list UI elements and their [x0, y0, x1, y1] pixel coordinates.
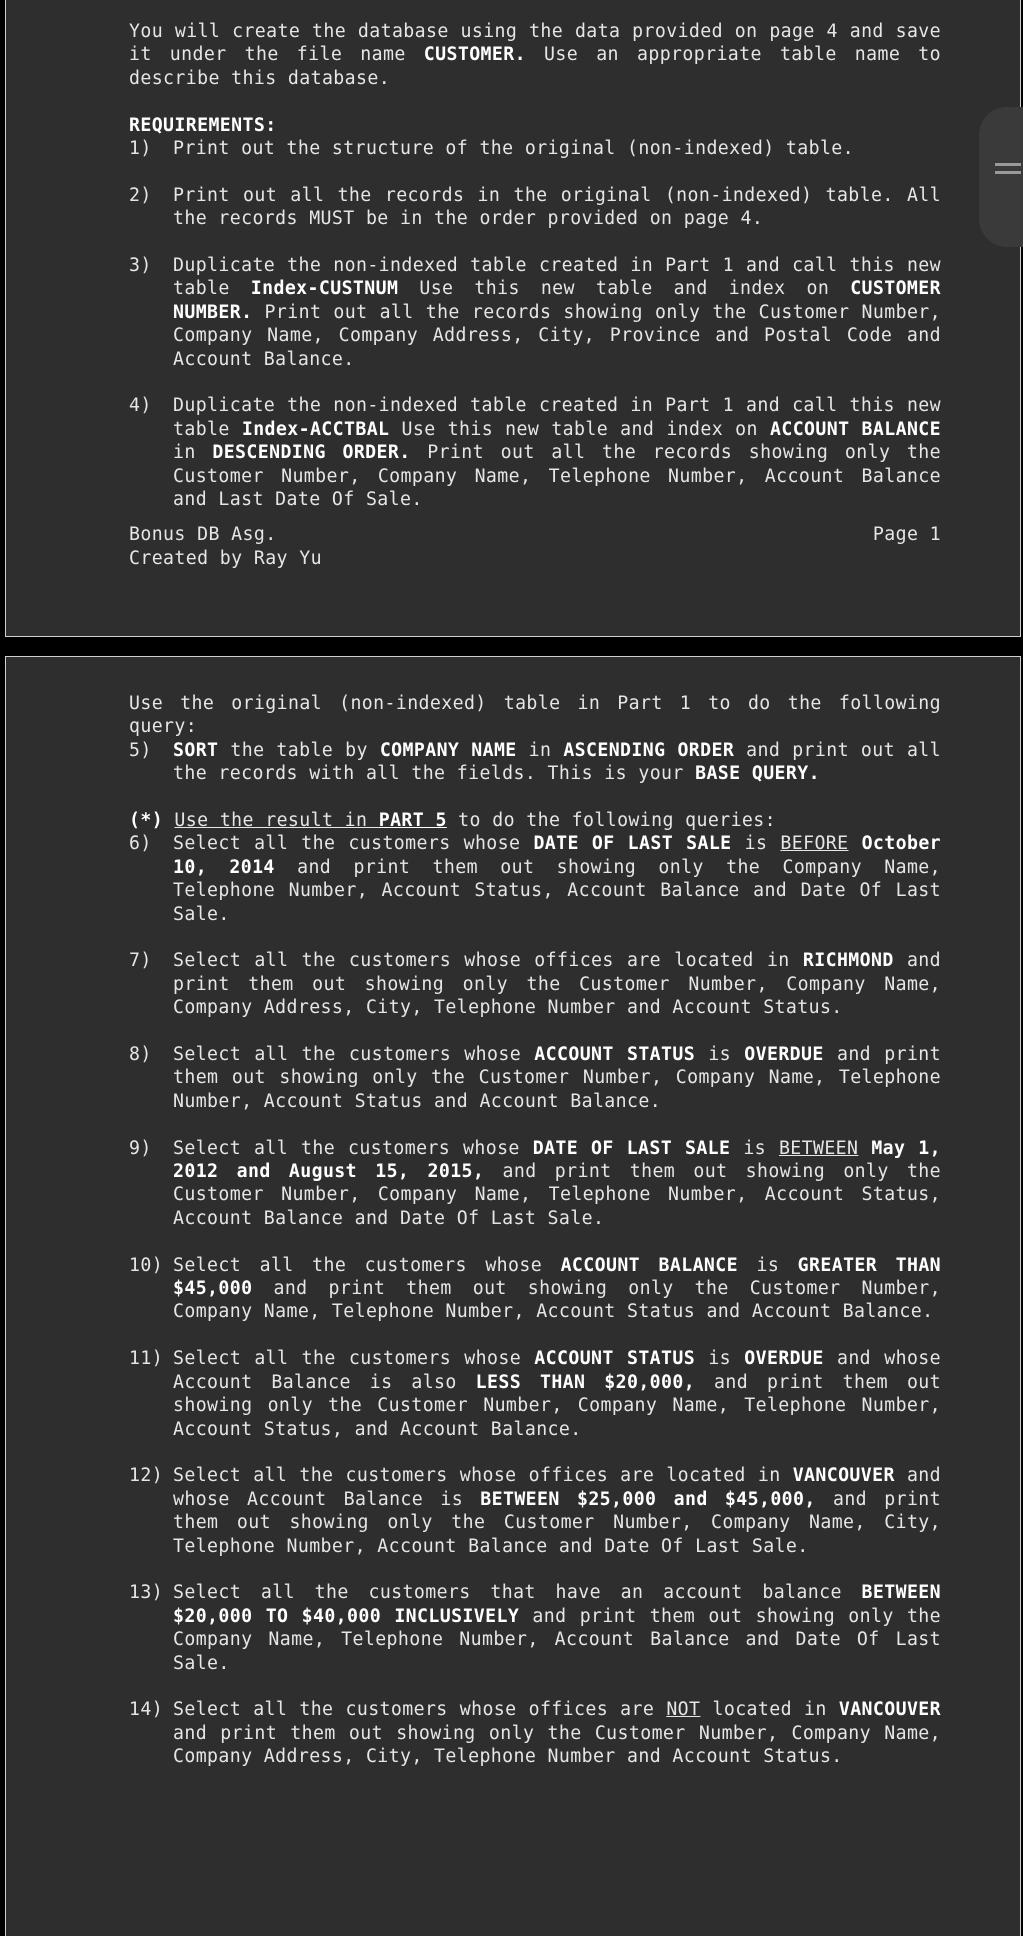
list-item	[129, 184, 941, 231]
part5-reference-line	[129, 809, 941, 832]
item-text	[173, 1137, 941, 1231]
page-2-content	[129, 692, 941, 1769]
text-run	[858, 1138, 871, 1159]
text-run: and whose Account Balance is also	[173, 1348, 942, 1393]
text-run: Select all the customers whose offices are located in	[173, 1465, 793, 1487]
text-run: Select all the customers that have an account balance	[173, 1582, 862, 1604]
item-text	[173, 739, 941, 786]
text-run: ACCOUNT STATUS	[534, 1348, 696, 1370]
document-page-1	[5, 0, 1021, 637]
text-run: Use the result in	[174, 810, 379, 832]
item-text	[173, 394, 941, 511]
text-run: SORT	[173, 739, 219, 761]
list-item	[129, 1698, 941, 1768]
item-number: 7)	[129, 950, 152, 972]
text-run: Print out all the records showing only the Customer Number, Company Name, Company Address, City, Province and Postal Code and Account Balance.	[173, 301, 941, 370]
page-1-footer	[129, 523, 941, 546]
scrollbar-handle[interactable]	[979, 107, 1023, 247]
text-run: located in	[700, 1699, 839, 1721]
list-item	[129, 949, 941, 1019]
item-number: 4)	[129, 395, 152, 417]
item-text	[173, 137, 941, 160]
item-number: 11)	[129, 1348, 164, 1370]
text-run: and print them out showing only the Customer Number, Company Name, Telephone Number, Account Status and Account Balance.	[173, 1044, 942, 1112]
item-text	[173, 1043, 941, 1113]
item-number: 9)	[129, 1137, 152, 1159]
text-run: Select all the customers whose	[173, 1254, 561, 1276]
text-run: ACCOUNT STATUS	[534, 1044, 696, 1066]
text-run: Select all the customers whose	[173, 1044, 535, 1066]
item-text	[173, 1347, 941, 1441]
item-number: 1)	[129, 138, 152, 160]
text-run: Use the original (non-indexed) table in Part 1 to do the following query:	[129, 693, 941, 738]
item-text	[173, 1581, 941, 1675]
list-item	[129, 739, 941, 786]
text-run: Duplicate the non-indexed table created in Part 1 and call this new table	[173, 255, 941, 300]
item-number: 8)	[129, 1044, 152, 1066]
footer-page-number: Page 1	[872, 524, 941, 546]
text-run: May 1, 2012 and August 15, 2015,	[173, 1137, 941, 1183]
query-item-5	[129, 739, 941, 786]
item-number: 6)	[129, 833, 152, 855]
page-1-intro	[129, 20, 941, 90]
item-number: 13)	[129, 1582, 164, 1604]
item-text	[173, 1254, 941, 1324]
requirements-heading: REQUIREMENTS:	[129, 114, 277, 136]
text-run: Select all the customers whose offices are located in	[173, 950, 803, 972]
text-run: in	[173, 442, 213, 464]
text-run: Use this new table and index on	[389, 418, 770, 440]
text-run: in	[516, 739, 564, 761]
item-number: 3)	[129, 255, 152, 277]
item-text	[173, 949, 941, 1019]
text-run: Select all the customers whose	[173, 1348, 535, 1370]
text-run: and print them out showing only the Company Name, Telephone Number, Account Balance and Date Of Last Sale.	[173, 1605, 941, 1674]
text-run: and print them out showing only the Customer Number, Company Name, Company Address, City, Telephone Number and Account Status.	[173, 950, 941, 1019]
text-run: the table by	[218, 739, 380, 761]
text-run: Use an appropriate table name to describe this database.	[129, 44, 941, 89]
text-run: DATE OF LAST SALE	[532, 1137, 731, 1159]
list-item	[129, 1254, 941, 1324]
text-run: CUSTOMER.	[423, 44, 526, 66]
grip-line-icon	[995, 163, 1021, 166]
item-text	[173, 1464, 941, 1558]
text-run: LESS THAN $20,000,	[475, 1371, 696, 1393]
text-run: and print them out showing only the Customer Number, Company Name, Telephone Number, Account Status, Account Balance and Date Of Last Sale.	[173, 1161, 942, 1229]
text-run: OVERDUE	[744, 1044, 824, 1066]
list-item	[129, 832, 941, 926]
text-run: PART 5	[378, 810, 447, 832]
text-run: to do the following queries:	[446, 810, 776, 832]
list-item	[129, 1137, 941, 1231]
text-run: and print them out showing only the Customer Number, Company Name, Company Address, City, Telephone Number and Account Status.	[173, 1722, 941, 1768]
text-run: Index-ACCTBAL	[241, 418, 390, 440]
requirements-list	[129, 137, 941, 517]
text-run: Select all the customers whose offices are	[173, 1699, 667, 1721]
text-run: Use this new table and index on	[398, 278, 851, 300]
text-run: and whose Account Balance is	[173, 1465, 941, 1510]
text-run: (*)	[129, 810, 164, 832]
text-run: is	[737, 1254, 798, 1276]
item-text	[173, 254, 941, 371]
text-run: Print out all the records showing only the Customer Number, Company Name, Telephone Number, Account Balance and Last Date Of Sale.	[173, 442, 941, 511]
text-run: COMPANY NAME	[379, 739, 517, 761]
item-text	[173, 832, 941, 926]
text-run: Select all the customers whose	[173, 833, 534, 855]
text-run: You will create the database using the data provided on page 4 and save it under the file name	[129, 21, 941, 66]
text-run: Duplicate the non-indexed table created in Part 1 and call this new table	[173, 395, 941, 440]
text-run: OVERDUE	[744, 1348, 824, 1370]
text-run: DESCENDING ORDER.	[212, 442, 411, 464]
footer-course: Bonus DB Asg.	[129, 524, 277, 546]
text-run: October 10, 2014	[173, 833, 942, 878]
text-run: and print them out showing only the Customer Number, Company Name, Telephone Number, Account Status, and Account Balance.	[173, 1371, 941, 1440]
text-run: is	[730, 1137, 779, 1159]
text-run: ACCOUNT BALANCE	[560, 1254, 738, 1276]
page-1-content	[129, 20, 941, 570]
text-run: ASCENDING ORDER	[563, 739, 735, 761]
text-run: BETWEEN $20,000 TO $40,000 INCLUSIVELY	[173, 1582, 941, 1627]
query-list	[129, 832, 941, 1768]
text-run: is	[695, 1348, 745, 1370]
list-item	[129, 1043, 941, 1113]
item-number: 2)	[129, 184, 152, 206]
item-number: 14)	[129, 1699, 164, 1721]
list-item	[129, 1464, 941, 1558]
text-run	[163, 810, 174, 831]
text-run: VANCOUVER	[838, 1699, 942, 1721]
text-run: and print them out showing only the Company Name, Telephone Number, Account Status, Account Balance and Date Of Last Sale.	[173, 856, 941, 925]
item-text	[173, 1698, 941, 1768]
list-item	[129, 1347, 941, 1441]
text-run: and print them out showing only the Customer Number, Company Name, Telephone Number, Account Status and Account Balance.	[173, 1278, 941, 1323]
list-item	[129, 137, 941, 160]
text-run: CUSTOMER NUMBER.	[173, 278, 941, 323]
item-number: 5)	[129, 739, 152, 761]
list-item	[129, 394, 941, 511]
item-text	[173, 184, 941, 231]
text-run: BEFORE	[780, 833, 849, 855]
list-item	[129, 254, 941, 371]
item-number: 10)	[129, 1254, 164, 1276]
text-run: GREATER THAN $45,000	[173, 1254, 942, 1300]
text-run: and print out all the records with all the fields. This is your	[173, 739, 941, 785]
text-run: and print them out showing only the Customer Number, Company Name, City, Telephone Number, Account Balance and Date Of Last Sale.	[173, 1488, 941, 1557]
list-item	[129, 1581, 941, 1675]
document-page-2	[5, 656, 1021, 1936]
text-run: VANCOUVER	[792, 1465, 895, 1487]
text-run: ACCOUNT BALANCE	[770, 418, 942, 440]
text-run: Index-CUSTNUM	[250, 278, 399, 300]
text-run: NOT	[666, 1699, 701, 1721]
text-run: is	[695, 1044, 745, 1066]
text-run: BETWEEN	[778, 1137, 859, 1159]
footer-author: Created by Ray Yu	[129, 547, 322, 569]
grip-line-icon	[995, 171, 1021, 174]
text-run: DATE OF LAST SALE	[533, 833, 732, 855]
text-run: BETWEEN $25,000 and $45,000,	[480, 1488, 816, 1510]
text-run: Print out all the records in the original (non-indexed) table. All the records MUST be in the order provided on page 4.	[173, 184, 941, 230]
text-run: Select all the customers whose	[173, 1137, 533, 1159]
text-run: BASE QUERY.	[695, 763, 820, 785]
text-run: is	[731, 833, 781, 855]
text-run	[849, 833, 862, 854]
item-number: 12)	[129, 1465, 164, 1487]
text-run: RICHMOND	[802, 950, 894, 972]
page-2-intro	[129, 692, 941, 739]
text-run: Print out the structure of the original (non-indexed) table.	[173, 138, 854, 160]
